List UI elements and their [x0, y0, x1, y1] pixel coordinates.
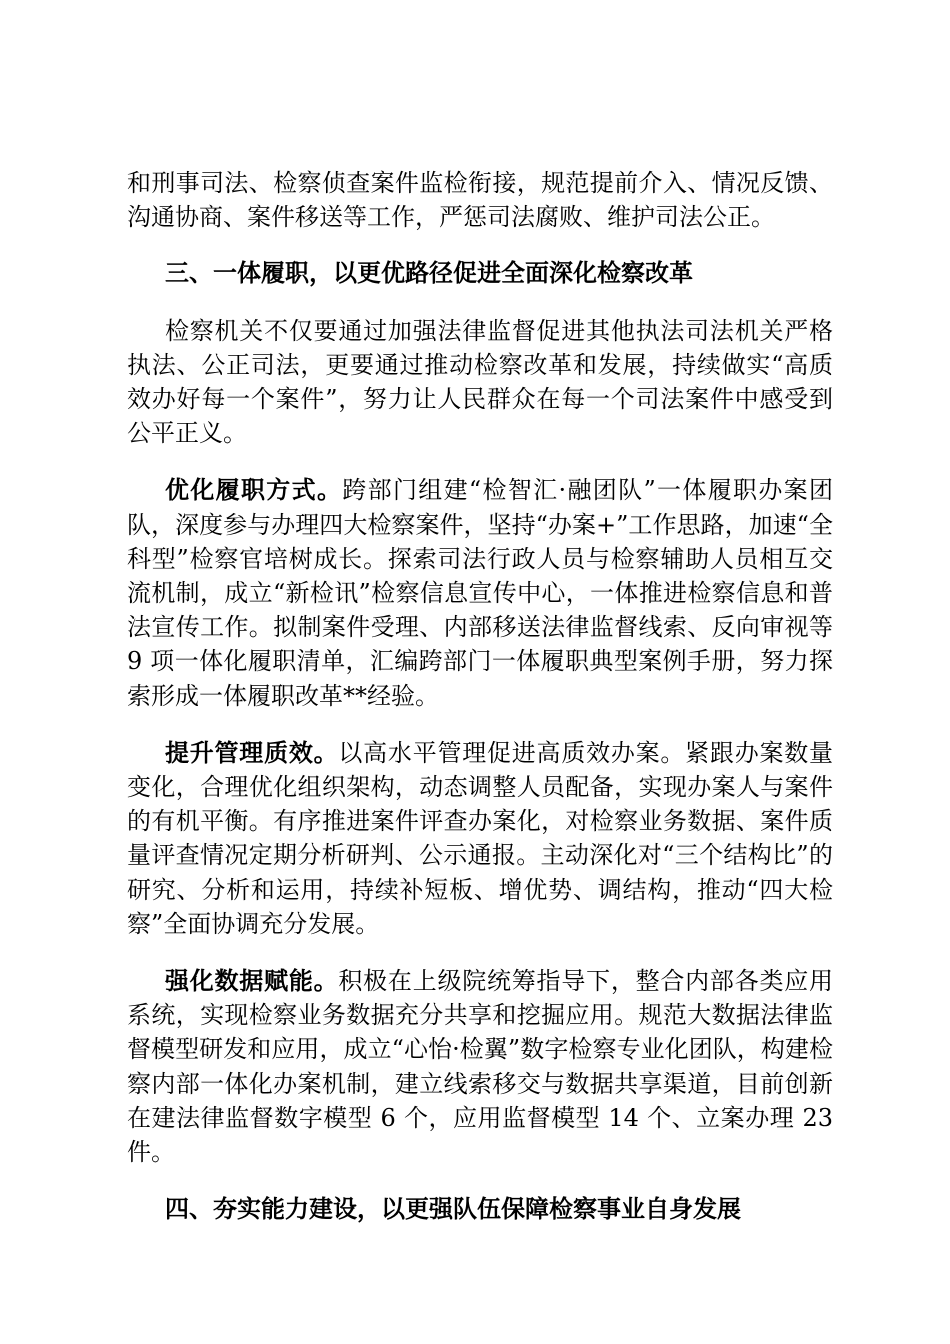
item3-paragraph: [127, 964, 833, 1169]
item2-lead: 提升管理质效。: [165, 738, 339, 767]
section3-heading: 三、一体履职，以更优路径促进全面深化检察改革: [165, 259, 693, 288]
document-page: [127, 166, 833, 1226]
section4-heading: 四、夯实能力建设，以更强队伍保障检察事业自身发展: [165, 1195, 741, 1224]
item1-text: 跨部门组建“检智汇·融团队”一体履职办案团队，深度参与办理四大检察案件，坚持“办案+”工作思路，加速“全科型”检察官培树成长。探索司法行政人员与检察辅助人员相互交流机制，成立“新检讯”检察信息宣传中心，一体推进检察信息和普法宣传工作。拟制案件受理、内部移送法律监督线索、反向审视等 9 项一体化履职清单，汇编跨部门一体履职典型案例手册，努力探索形成一体履职改革**经验。: [127, 476, 834, 710]
spacer: [127, 1169, 833, 1192]
spacer: [127, 450, 833, 473]
item1-paragraph: [127, 473, 833, 712]
item2-paragraph: [127, 736, 833, 941]
spacer: [127, 713, 833, 736]
intro-paragraph: 和刑事司法、检察侦查案件监检衔接，规范提前介入、情况反馈、沟通协商、案件移送等工作，严惩司法腐败、维护司法公正。: [127, 169, 833, 232]
spacer: [127, 291, 833, 314]
spacer: [127, 941, 833, 964]
item3-text: 积极在上级院统筹指导下，整合内部各类应用系统，实现检察业务数据充分共享和挖掘应用。规范大数据法律监督模型研发和应用，成立“心怡·检翼”数字检察专业化团队，构建检察内部一体化办案机制，建立线索移交与数据共享渠道，目前创新在建法律监督数字模型 6 个，应用监督模型 14 个、立案办理 23 件。: [127, 967, 834, 1167]
item2-text: 以高水平管理促进高质效办案。紧跟办案数量变化，合理优化组织架构，动态调整人员配备，实现办案人与案件的有机平衡。有序推进案件评查办案化，对检察业务数据、案件质量评查情况定期分析研判、公示通报。主动深化对“三个结构比”的研究、分析和运用，持续补短板、增优势、调结构，推动“四大检察”全面协调充分发展。: [127, 738, 834, 938]
item1-lead: 优化履职方式。: [165, 476, 343, 505]
item3-lead: 强化数据赋能。: [165, 967, 339, 996]
section3-paragraph: 检察机关不仅要通过加强法律监督促进其他执法司法机关严格执法、公正司法，更要通过推动检察改革和发展，持续做实“高质效办好每一个案件”，努力让人民群众在每一个司法案件中感受到公平正义。: [127, 316, 833, 448]
spacer: [127, 234, 833, 256]
